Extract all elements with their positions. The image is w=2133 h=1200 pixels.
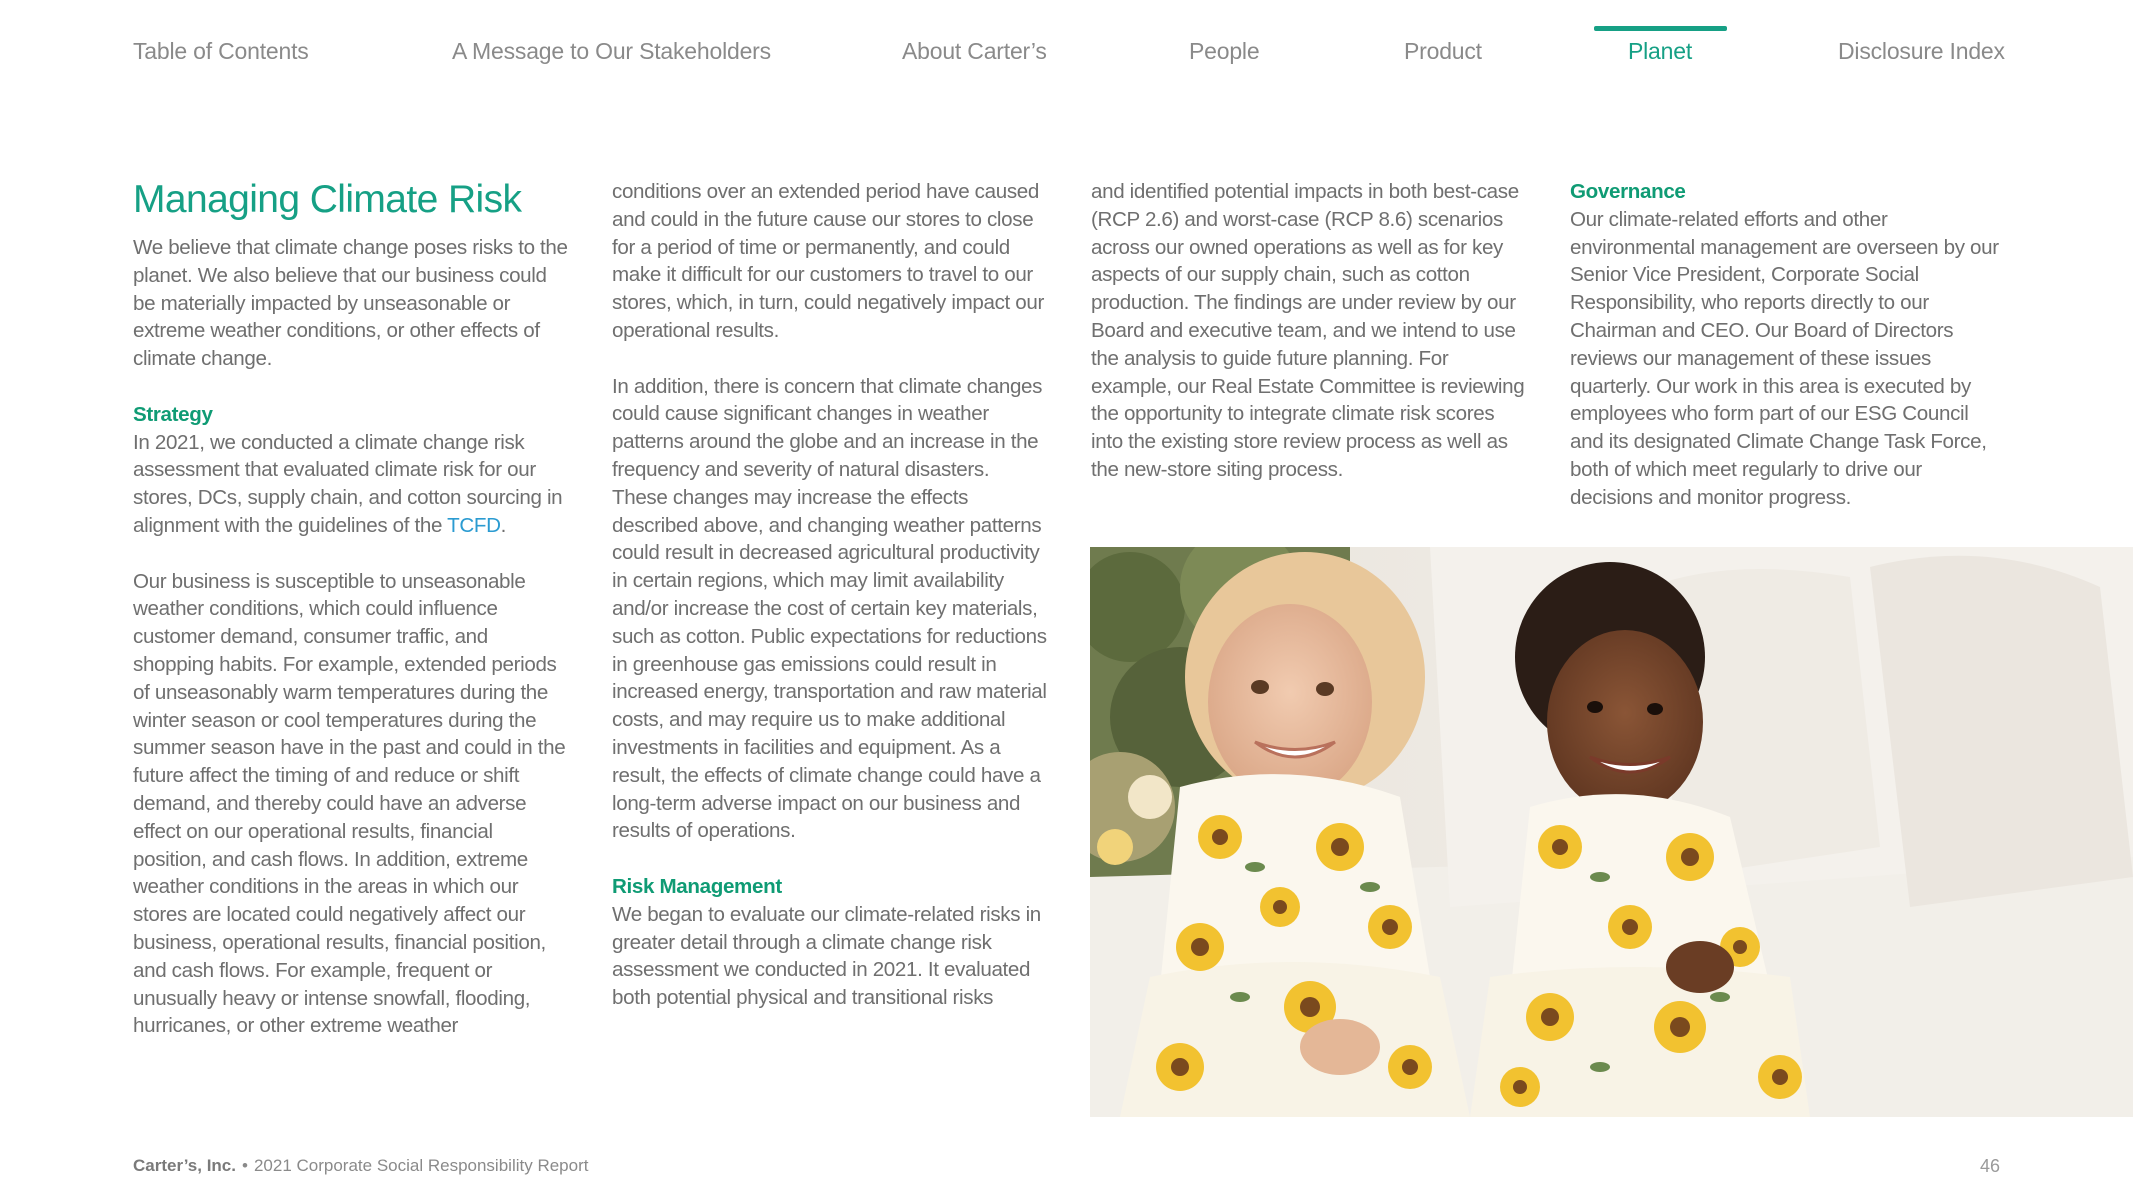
column-2 <box>612 178 1048 1012</box>
column-3 <box>1091 178 1527 484</box>
strategy-paragraph-3: In addition, there is concern that climate changes could cause significant changes in weather patterns around the globe and an increase in the frequency and severity of natural disasters. These changes may increase the effects described above, and changing weather patterns could result in decreased agricultural productivity in certain regions, which may limit availability and/or increase the cost of certain key materials, such as cotton. Public expectations for reductions in greenhouse gas emissions could result in increased energy, transportation and raw material costs, and may require us to make additional investments in facilities and equipment. As a result, the effects of climate change could have a long-term adverse impact on our business and results of operations. <box>612 374 1047 843</box>
column-4 <box>1570 178 2006 512</box>
footer <box>133 1156 588 1176</box>
nav-planet[interactable]: Planet <box>1628 38 1693 64</box>
active-tab-indicator <box>1594 26 1727 31</box>
strategy-heading: Strategy <box>133 402 213 426</box>
footer-report-title: 2021 Corporate Social Responsibility Report <box>253 1156 589 1175</box>
strategy-paragraph-2-continued: conditions over an extended period have caused and could in the future cause our stores to close for a period of time or permanently, and could make it difficult for our customers to travel to our stores, which, in turn, could negatively impact our operational results. <box>612 180 1044 342</box>
footer-company: Carter’s, Inc. <box>133 1156 236 1175</box>
strategy-paragraph-1-end: . <box>500 513 506 537</box>
column-1 <box>133 178 569 1040</box>
intro-paragraph: We believe that climate change poses risks to the planet. We also believe that our business could be materially impacted by unseasonable or extreme weather conditions, or other effects of climate change. <box>133 236 568 371</box>
governance-paragraph: Our climate-related efforts and other environmental management are overseen by our Senior Vice President, Corporate Social Responsibility, who reports directly to our Chairman and CEO. Our Board of Directors reviews our management of these issues quarterly. Our work in this area is executed by employees who form part of our ESG Council and its designated Climate Change Task Force, both of which meet regularly to drive our decisions and monitor progress. <box>1570 207 1999 509</box>
strategy-paragraph-2: Our business is susceptible to unseasonable weather conditions, which could influence customer demand, consumer traffic, and shopping habits. For example, extended periods of unseasonably warm temperatures during the winter season or cool temperatures during the summer season have in the past and could in the future affect the timing of and reduce or shift demand, and thereby could have an adverse effect on our operational results, financial position, and cash flows. In addition, extreme weather conditions in the areas in which our stores are located could negatively affect our business, operational results, financial position, and cash flows. For example, frequent or unusually heavy or intense snowfall, flooding, hurricanes, or other extreme weather <box>133 569 566 1038</box>
nav-message-to-stakeholders[interactable]: A Message to Our Stakeholders <box>452 38 771 64</box>
strategy-paragraph-1: In 2021, we conducted a climate change risk assessment that evaluated climate risk for our stores, DCs, supply chain, and cotton sourcing in alignment with the guidelines of the <box>133 430 563 537</box>
nav-disclosure-index[interactable]: Disclosure Index <box>1838 38 2005 64</box>
nav-about-carters[interactable]: About Carter’s <box>902 38 1047 64</box>
page-title: Managing Climate Risk <box>133 178 522 221</box>
footer-separator: • <box>242 1156 248 1175</box>
risk-management-paragraph: We began to evaluate our climate-related risks in greater detail through a climate change risk assessment we conducted in 2021. It evaluated both potential physical and transitional risks <box>612 902 1041 1010</box>
nav-people[interactable]: People <box>1189 38 1260 64</box>
children-sunflower-pajamas-photo <box>1090 547 2133 1117</box>
page-number: 46 <box>1979 1156 2000 1176</box>
nav-product[interactable]: Product <box>1404 38 1482 64</box>
tcfd-link[interactable]: TCFD <box>447 513 501 537</box>
top-navigation <box>0 0 2133 90</box>
nav-table-of-contents[interactable]: Table of Contents <box>133 38 309 64</box>
governance-heading: Governance <box>1570 180 1686 203</box>
risk-management-heading: Risk Management <box>612 874 782 898</box>
risk-management-paragraph-continued: and identified potential impacts in both best-case (RCP 2.6) and worst-case (RCP 8.6) scenarios across our owned operations as well as for key aspects of our supply chain, such as cotton production. The findings are under review by our Board and executive team, and we intend to use the analysis to guide future planning. For example, our Real Estate Committee is reviewing the opportunity to integrate climate risk scores into the existing store review process as well as the new-store siting process. <box>1091 180 1525 481</box>
